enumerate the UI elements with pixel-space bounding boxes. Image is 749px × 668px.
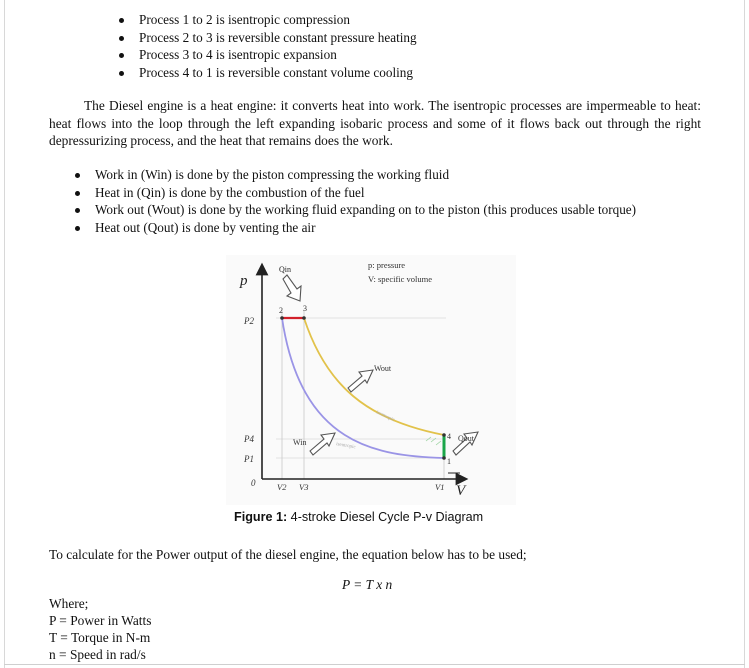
definition-speed: n = Speed in rad/s <box>49 647 146 662</box>
point-2-label: 2 <box>279 306 283 315</box>
page-border-right <box>744 0 745 668</box>
point-3-marker <box>302 316 306 320</box>
legend-pressure: p: pressure <box>368 260 406 270</box>
figure-caption <box>234 510 483 524</box>
page-border-bottom <box>4 664 745 665</box>
p-axis-label: p <box>240 273 248 289</box>
work-heat-item: Heat in (Qin) is done by the combustion of the fuel <box>95 184 636 202</box>
diagram-background <box>226 255 516 505</box>
v-axis-label: V <box>456 483 466 499</box>
point-1-label: 1 <box>447 457 451 466</box>
page-border-left <box>4 0 5 668</box>
point-1-marker <box>442 456 446 460</box>
work-heat-item: Work out (Wout) is done by the working fluid expanding on to the piston (this produces usable torque) <box>95 202 637 218</box>
curve-label-top: isentropic <box>375 410 396 424</box>
p1-label: P1 <box>244 454 254 464</box>
process-item: Process 4 to 1 is reversible constant volume cooling <box>139 64 417 82</box>
power-equation: P = T x n <box>342 577 393 592</box>
p2-label: P2 <box>244 316 254 326</box>
process-item: Process 2 to 3 is reversible constant pressure heating <box>139 29 417 45</box>
legend-volume: V: specific volume <box>368 274 433 284</box>
q-out-label: Qout <box>458 434 474 443</box>
work-heat-item: Work in (Win) is done by the piston compressing the working fluid <box>95 166 636 184</box>
figure-number: Figure 1: <box>234 510 288 524</box>
w-out-label: Wout <box>374 364 392 373</box>
v3-label: V3 <box>299 482 309 492</box>
diesel-paragraph: The Diesel engine is a heat engine: it converts heat into work. The isentropic processes are impermeable to heat: heat flows into the loop through the left expanding isobaric process and some of it flows back out through the right depressurizing process, and the heat that remains does the work. <box>49 98 701 148</box>
w-in-label: Win <box>293 438 307 447</box>
p4-label: P4 <box>244 434 254 444</box>
definition-power: P = Power in Watts <box>49 613 152 628</box>
work-heat-item: Heat out (Qout) is done by venting the air <box>95 219 636 237</box>
point-2-marker <box>280 316 284 320</box>
calculation-intro: To calculate for the Power output of the diesel engine, the equation below has to be used; <box>49 547 527 562</box>
process-item: Process 1 to 2 is isentropic compression <box>139 11 417 29</box>
curve-label-bottom: isentropic <box>335 442 356 451</box>
work-heat-list <box>95 166 636 237</box>
where-label: Where; <box>49 596 89 611</box>
v2-label: V2 <box>277 482 287 492</box>
point-3-label: 3 <box>303 304 307 313</box>
pv-diagram <box>226 255 516 505</box>
point-4-marker <box>442 433 446 437</box>
process-list <box>139 11 417 82</box>
q-in-label: Qin <box>279 265 291 274</box>
figure-title: 4-stroke Diesel Cycle P-v Diagram <box>287 510 484 524</box>
definition-torque: T = Torque in N-m <box>49 630 151 645</box>
point-4-label: 4 <box>447 432 451 441</box>
origin-label: 0 <box>251 478 256 488</box>
process-item: Process 3 to 4 is isentropic expansion <box>139 46 417 64</box>
v1-label: V1 <box>435 482 445 492</box>
